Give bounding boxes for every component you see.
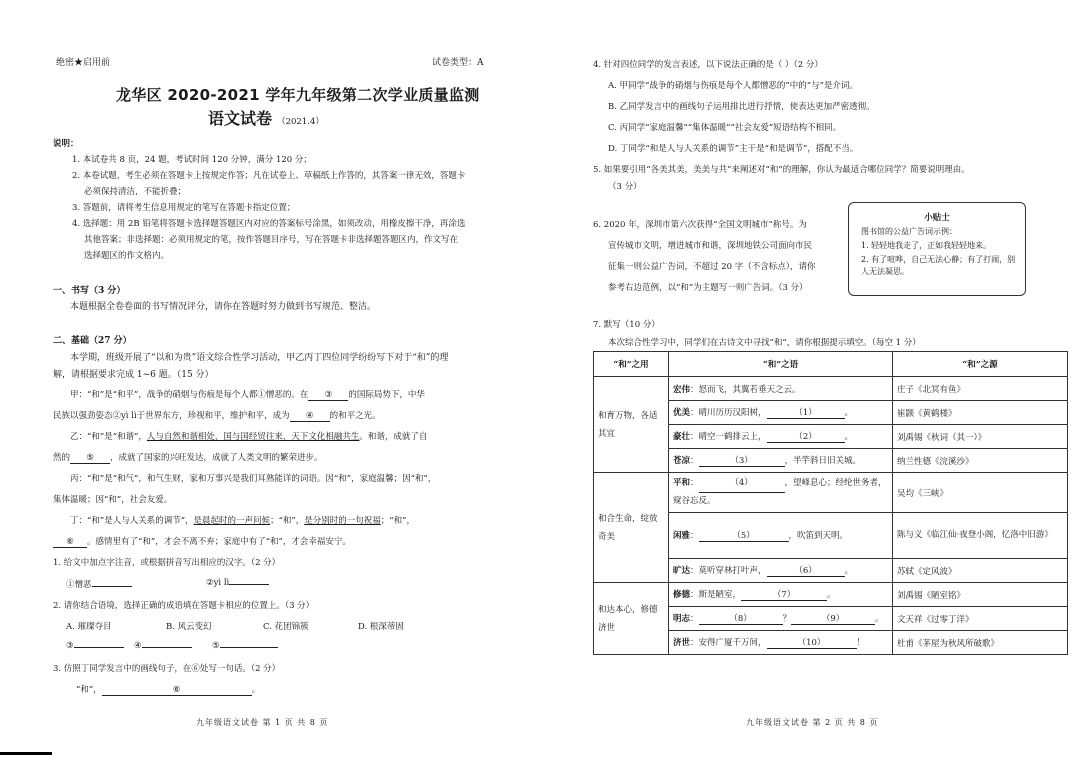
phrase-cell — [669, 513, 893, 559]
scan-edge-mark — [0, 752, 52, 755]
note-line-4: 3. 答题前，请将考生信息用规定的笔写在答题卡指定位置； — [72, 203, 296, 213]
text-span: 。 — [875, 614, 884, 624]
blank-4: （4） — [699, 475, 785, 493]
source-cell: 崔颢《黄鹤楼》 — [893, 401, 1068, 425]
blank-4: ④ — [290, 411, 330, 422]
header-use: “和”之用 — [594, 352, 669, 377]
intro-line-1: 本学期，班级开展了“以和为贵”语文综合性学习活动，甲乙丙丁四位同学纷纷写下对于“和”的理 — [70, 353, 449, 363]
page-footer: 九年级语文试卷 第 1 页 共 8 页 — [196, 718, 329, 727]
exam-title: 龙华区 2020-2021 学年九年级第二次学业质量监测 — [116, 86, 480, 104]
table-row — [594, 473, 1068, 513]
text-span: 。 — [827, 590, 836, 600]
poem-table — [593, 351, 1068, 655]
text-span: ：晴川历历汉阳树， — [690, 408, 767, 418]
answer-blank — [220, 647, 278, 648]
blank-2: （2） — [767, 430, 845, 443]
intro-line-2: 解，请根据要求完成 1~6 题。（15 分） — [53, 370, 214, 380]
text-span: ：安得广厦千万间， — [690, 638, 767, 648]
speaker-bing-line-2: 集体温暖；因“和”，社会友爱。 — [53, 495, 173, 505]
tip-scroll-box — [848, 202, 1026, 296]
text-span: ： — [690, 531, 699, 541]
text-span: ，成就了国家的兴旺发达，成就了人类文明的繁荣进步。 — [110, 453, 323, 463]
underlined-sentence: 人与自然和谐相处，国与国经贸往来，天下文化相融共生 — [146, 432, 360, 442]
keyword: 平和 — [673, 478, 691, 488]
source-cell: 苏轼《定风波》 — [893, 559, 1068, 583]
blank-5: （5） — [699, 529, 789, 542]
group-use-2: 和合生命，绽放奇美 — [594, 473, 669, 583]
answer-blank — [74, 647, 124, 648]
q2-option-d: D. 根深蒂固 — [358, 622, 404, 632]
text-span: 。和谐，成就了自 — [359, 432, 428, 442]
q4-option-c: C. 丙同学“家庭温馨”“集体温暖”“社会友爱”短语结构不相同。 — [608, 123, 842, 133]
blank-3: （3） — [699, 454, 785, 467]
source-cell: 庄子《北冥有鱼》 — [893, 377, 1068, 401]
note-line-3: 必须保持清洁，不能折叠； — [84, 187, 187, 197]
text-span: ，半竿斜日旧关城。 — [784, 456, 862, 466]
answer-blank — [229, 584, 269, 585]
text-span: ④ — [134, 641, 142, 651]
question-3: 3. 仿照丁同学发言中的画线句子，在⑥处写一句话。（2 分） — [53, 664, 281, 674]
question-1: 1. 给文中加点字注音，或根据拼音写出相应的汉字。（2 分） — [53, 558, 281, 568]
text-span: ： — [690, 456, 699, 466]
phrase-cell — [669, 583, 893, 607]
q2-option-a: A. 璀璨夺目 — [66, 622, 112, 632]
text-span: ，吹笛到天明。 — [788, 531, 849, 541]
text-span: ⑤ — [212, 641, 220, 651]
page-footer: 九年级语文试卷 第 2 页 共 8 页 — [746, 718, 879, 727]
question-6-line-1: 6. 2020 年，深圳市第六次获得“全国文明城市”称号。为 — [593, 220, 807, 230]
text-span: ，望峰息心；经纶世务者，窥谷忘反。 — [673, 478, 887, 506]
text-span: ： — [690, 478, 699, 488]
speaker-yi-line-1 — [70, 430, 427, 442]
speaker-ding-line-1 — [70, 514, 415, 526]
blank-5: ⑤ — [70, 453, 110, 464]
text-span: ： — [690, 614, 699, 624]
text-span: ！ — [856, 638, 866, 648]
underlined-sentence: 是晨起时的一声问候 — [193, 516, 271, 526]
answer-blank — [92, 586, 132, 587]
speaker-bing-line-1: 丙：“和”是“和气”，和气生财，家和万事兴是我们耳熟能详的词语。因“和”，家庭温馨；因“和”， — [70, 474, 437, 484]
blank-7: （7） — [741, 588, 827, 601]
text-span: 。 — [844, 432, 854, 442]
header-source: “和”之源 — [893, 352, 1068, 377]
tip-line-1: 图书馆的公益广告词示例： — [861, 227, 957, 236]
question-7-intro: 本次综合性学习中，同学们在古诗文中寻找“和”，请你根据提示填空。（每空 1 分） — [608, 338, 921, 348]
text-span: 民族以强劲姿态②yì lì于世界东方，珍视和平，维护和平，成为 — [53, 411, 290, 421]
text-span: ：怒而飞，其翼若垂天之云。 — [690, 384, 801, 395]
source-cell: 吴均《三峡》 — [893, 473, 1068, 513]
blank-10: （10） — [767, 636, 857, 649]
source-cell: 陈与义《临江仙·夜登小阁，忆洛中旧游》 — [893, 513, 1068, 559]
question-5-score: （3 分） — [608, 182, 642, 192]
q4-option-d: D. 丁同学“和是人与人关系的调节”主干是“和是调节”，搭配不当。 — [608, 144, 859, 154]
section-1-text: 本题根据全卷卷面的书写情况评分，请你在答题时努力做到书写规范、整洁。 — [70, 302, 377, 312]
exam-subtitle-wrap — [208, 106, 324, 129]
source-cell: 刘禹锡《陋室铭》 — [893, 583, 1068, 607]
text-span: ；“和”， — [380, 516, 415, 526]
question-6-line-4: 参考右边范例，以“和”为主题写一则广告词。（3 分） — [608, 283, 808, 293]
paper-type-label: 试卷类型：A — [432, 58, 484, 68]
speaker-jia-line-1 — [70, 388, 425, 401]
speaker-ding-line-2 — [53, 535, 351, 548]
tip-title: 小贴士 — [924, 213, 950, 223]
q2-option-b: B. 风云变幻 — [166, 622, 212, 632]
text-span: 。感情里有了“和”，才会不离不弃；家庭中有了“和”，才会幸福安宁。 — [87, 537, 351, 547]
source-cell: 纳兰性德《浣溪沙》 — [893, 449, 1068, 473]
group-use-3: 和达本心，修德济世 — [594, 583, 669, 655]
source-cell: 刘禹锡《秋词（其一）》 — [893, 425, 1068, 449]
q1-answer-b — [206, 578, 269, 588]
text-span: “和”， — [76, 685, 102, 695]
section-1-title: 一、书写（3 分） — [53, 286, 126, 296]
exam-date: （2021.4） — [277, 117, 324, 127]
text-span: ：莫听穿林打叶声， — [690, 566, 767, 576]
speaker-yi-line-2 — [53, 451, 323, 464]
text-span: 乙：“和”是“和谐”， — [70, 432, 147, 442]
question-6-line-3: 征集一则公益广告词，不超过 20 字（不含标点），请你 — [608, 262, 816, 272]
phrase-cell — [669, 401, 893, 425]
table-row — [594, 583, 1068, 607]
phrase-cell — [669, 559, 893, 583]
blank-6: （6） — [767, 564, 845, 577]
q2-blank-3 — [66, 641, 124, 651]
q3-answer: “和”， ⑥ 。 — [76, 685, 261, 695]
text-span: 丁：“和”是人与人关系的调节”， — [70, 516, 194, 526]
text-span: 甲：“和”是“和平”，战争的硝烟与伤痕是每个人都①憎恶的。在 — [70, 390, 309, 400]
text-span: 。 — [844, 566, 854, 576]
phrase-cell — [669, 377, 893, 401]
text-span: 的国际局势下，中华 — [348, 390, 425, 400]
keyword: 明志 — [673, 614, 691, 624]
tip-line-3: 2. 有了喧哗，自己无法心静；有了打闹，别人无法凝思。 — [861, 255, 1016, 276]
exam-subtitle: 语文试卷 — [208, 109, 273, 128]
keyword: 济世 — [673, 638, 691, 648]
source-cell: 文天祥《过零丁洋》 — [893, 607, 1068, 631]
q1-answer-a — [66, 578, 132, 590]
blank-6: ⑥ — [53, 537, 87, 548]
confidential-label: 绝密★启用前 — [56, 58, 111, 68]
phrase-cell — [669, 449, 893, 473]
phrase-cell — [669, 607, 893, 631]
text-span: 。 — [844, 408, 854, 418]
phrase-cell — [669, 631, 893, 655]
text-span: ③ — [66, 641, 74, 651]
keyword: 闲雅 — [673, 531, 691, 541]
question-6-line-2: 宣传城市文明，增进城市和谐，深圳地铁公司面向市民 — [608, 241, 813, 251]
text-span: 然的 — [53, 453, 71, 463]
blank-9: （9） — [791, 612, 875, 625]
note-line-1: 1. 本试卷共 8 页，24 题，考试时间 120 分钟，满分 120 分； — [72, 155, 312, 165]
text-span: ；“和”， — [270, 516, 305, 526]
note-line-5: 4. 选择题：用 2B 铅笔将答题卡选择题答题区内对应的答案标号涂黑，如须改动，用橡皮擦干净，再涂选 — [72, 219, 466, 229]
text-span: ：晴空一鹤排云上， — [690, 432, 767, 442]
section-2-title: 二、基础（27 分） — [53, 336, 132, 346]
note-line-2: 2. 本卷试题，考生必须在答题卡上按规定作答；凡在试卷上、草稿纸上作答的，其答案一律无效，答题卡 — [72, 171, 466, 181]
keyword: 优美 — [673, 408, 691, 418]
keyword: 豪壮 — [673, 432, 691, 442]
group-use-1: 和育万物，各适其宜 — [594, 377, 669, 473]
phrase-cell — [669, 473, 893, 513]
blank-8: （8） — [699, 612, 783, 625]
question-4: 4. 针对四位同学的发言表述，以下说法正确的是（ ）（2 分） — [593, 60, 823, 70]
question-2: 2. 请你结合语境，选择正确的成语填在答题卡相应的位置上。（3 分） — [53, 601, 315, 611]
q4-option-a: A. 甲同学“战争的硝烟与伤痕是每个人都憎恶的”中的“与”是介词。 — [608, 81, 858, 91]
keyword: 修德 — [673, 590, 691, 600]
keyword: 苍凉 — [673, 456, 691, 466]
text-span: ？ — [782, 614, 792, 624]
text-span: ①憎恶 — [66, 580, 92, 590]
text-span: 的和平之光。 — [329, 411, 381, 421]
keyword: 旷达 — [673, 566, 691, 576]
note-line-7: 选择题区的作文格内。 — [84, 251, 170, 261]
q4-option-b: B. 乙同学发言中的画线句子运用排比进行抒情，使表达更加严密透彻。 — [608, 102, 875, 112]
speaker-jia-line-2 — [53, 409, 381, 422]
note-line-6: 其他答案；非选择题：必须用规定的笔，按作答题目序号，写在答题卡非选择题答题区内，作文写在 — [84, 235, 459, 245]
text-span: ：斯是陋室， — [690, 590, 742, 600]
question-7: 7. 默写（10 分） — [593, 320, 660, 330]
exam-page-2 — [540, 0, 1080, 763]
phrase-cell — [669, 425, 893, 449]
blank-1: （1） — [767, 406, 845, 419]
underlined-sentence: 是分别时的一句祝福 — [304, 516, 381, 526]
text-span: ②yì lì — [206, 578, 230, 588]
notes-label: 说明： — [53, 139, 79, 149]
keyword: 宏伟 — [673, 384, 691, 395]
source-cell: 杜甫《茅屋为秋风所破歌》 — [893, 631, 1068, 655]
table-header-row — [594, 352, 1068, 377]
header-phrase: “和”之语 — [669, 352, 893, 377]
q2-blank-5 — [212, 641, 278, 651]
blank-3: ③ — [308, 390, 348, 401]
q2-blank-4 — [134, 641, 192, 651]
table-row — [594, 377, 1068, 401]
question-5: 5. 如果要引用“各美其美，美美与共”来阐述对“和”的理解，你认为最适合哪位同学？简要说明理由。 — [593, 165, 970, 175]
answer-blank — [142, 647, 192, 648]
q2-option-c: C. 花团锦簇 — [263, 622, 309, 632]
blank-6-answer: ⑥ — [102, 685, 252, 696]
tip-line-2: 1. 轻轻地我走了，正如我轻轻地来。 — [861, 241, 992, 250]
